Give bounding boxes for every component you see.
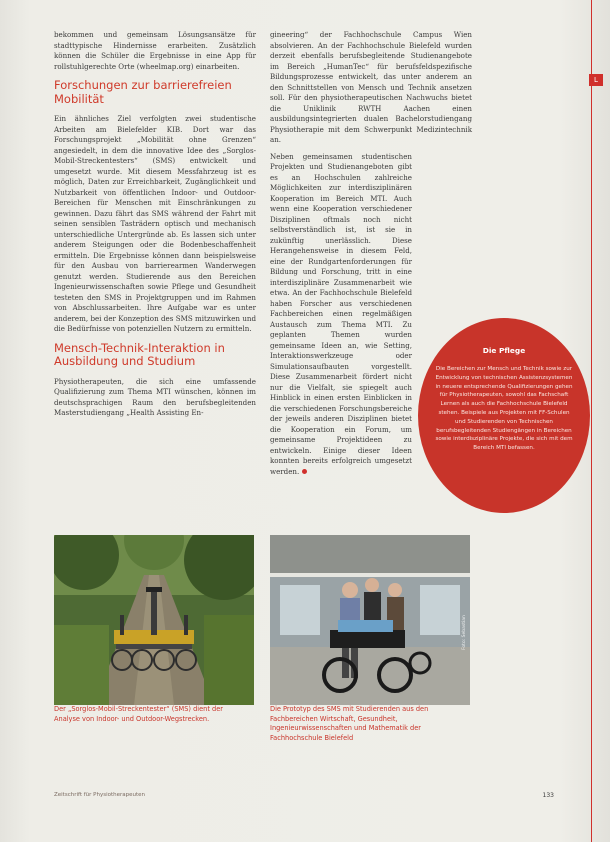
paragraph: Physiotherapeuten, die sich eine umfassende Qualifizierung zum Thema MTI wünschen, können im deutschsprachigen Raum den berufsbegleitenden Masterstudiengang „Health Assisting En-: [54, 376, 256, 417]
info-box-title: Die Pflege: [482, 346, 526, 355]
section-heading: Mensch-Technik-Interaktion in Ausbildung und Studium: [54, 340, 225, 368]
photo-caption: Die Prototyp des SMS mit Studierenden aus den Fachbereichen Wirtschaft, Gesundheit, Ingenieurwissenschaften und Mathematik der Fachhochschule Bielefeld: [270, 705, 429, 742]
photo-credit: Foto: Sebastian: [462, 615, 467, 650]
paragraph: gineering“ der Fachhochschule Campus Wien absolvieren. An der Fachhochschule Bielefeld wurden derzeit ebenfalls berufsbegleitende Studienangebote im Bereich „HumanTec“ für berufsfeldspezifische Bildungsprozesse entwickelt, das unter anderem an den Schnittstellen von Mensch und Technik ansetzen soll. Für den physiotherapeutischen Nachwuchs bietet die Uniklinik RWTH Aachen einen ausbildungsintegrierten dualen Bachelorstudiengang Physiotherapie mit dem Schwerpunkt Medizintechnik an.: [270, 30, 472, 144]
info-box-text: Die Bereichen zur Mensch und Technik sowie zur Entwicklung von technischen Assistenzsystemen in neuere entsprechende Qualifizierungen gehen für Physiotherapeuten, sowohl das Fachschaft Lernen als auch die Fachhochschule Bielefeld stehen. Beispiele aus Projekten mit FF-Schulen und Studierenden von Technischen berufsbegleitenden Studiengängen in Bereichen sowie interdisziplinäre Projekte, die sich mit dem Bereich MTI befassen.: [435, 366, 573, 452]
text-column-left: [54, 30, 256, 425]
paragraph: [270, 152, 412, 478]
section-tab: L: [589, 74, 603, 86]
paragraph-text: Neben gemeinsamen studentischen Projekten und Studienangeboten gibt es an Hochschulen zahlreiche Möglichkeiten zur interdisziplinären Kooperation im Bereich MTI. Auch wenn eine Kooperation verschiedener Disziplinen oftmals noch nicht selbstverständlich ist, ist sie in zukünftig unerlässlich. Diese Herangehensweise in diesem Feld, eine der Rundgartenforderungen für Bildung und Forschung, tritt in eine interdisziplinäre Zusammenarbeit wie etwa. An der Fachhochschule Bielefeld haben Forscher aus verschiedenen Fachbereichen einen regelmäßigen Austausch zum Thema MTI. Zu geplanten Themen wurden gemeinsame Ideen an, wie Setting, Interaktionswerkzeuge oder Simulationsaufbauten vorgestellt. Diese Zusammenarbeit fördert nicht nur die Vielfalt, sie spiegelt auch Hinblick in einen ersten Einblicken in die verschiedenen Forschungsbereiche der jeweils anderen Disziplinen bietet die Kooperation ein Forum, um gemeinsame Projektideen zu entwickeln. Einige dieser Ideen konnten bereits erfolgreich umgesetzt werden.: [270, 151, 412, 476]
info-box-circle: [418, 318, 590, 513]
photo-caption: Der „Sorglos-Mobil-Streckentester“ (SMS) dient der Analyse von Indoor- und Outdoor-Wegstrecken.: [54, 705, 223, 723]
photo-forest-path: [54, 535, 254, 705]
section-heading: Forschungen zur barrierefreien Mobilität: [54, 78, 232, 106]
page-footer: [54, 792, 554, 804]
paragraph: Ein ähnliches Ziel verfolgten zwei studentische Arbeiten am Bielefelder KIB. Dort war das Forschungsprojekt „Mobilität ohne Grenzen“ angesiedelt, in dem die innovative Idee des „Sorglos-Mobil-Streckentesters“ (SMS) entwickelt und umgesetzt wurde. Mit diesem Messfahrzeug ist es möglich, Daten zur Erreichbarkeit, Zugänglichkeit und Nutzbarkeit von öffentlichen Indoor- und Outdoor-Bereichen für Menschen mit Einschränkungen zu gewinnen. Dazu fährt das SMS während der Fahrt mit seinen sensiblen Tasträdern optisch und mechanisch unterschiedliche Untergründe ab. Es lassen sich unter anderem Steigungen oder die Bodenbeschaffenheit ermitteln. Die Ergebnisse können dann beispielsweise für den Ausbau von barrierearmen Wanderwegen genutzt werden. Studierende aus den Bereichen Ingenieurwissenschaften sowie Pflege und Gesundheit testeten den SMS in Projektgruppen und im Rahmen von Abschlussarbeiten. Ihre Aufgabe war es unter anderem, bei der Konzeption des SMS mitzuwirken und die Bedürfnisse von potenziellen Nutzern zu ermitteln.: [54, 114, 256, 333]
footer-journal: Zeitschrift für Physiotherapeuten: [54, 792, 146, 798]
page-edge-rule: [591, 0, 592, 842]
photo-researchers-prototype: [270, 535, 470, 705]
page-number: 133: [542, 792, 554, 799]
paragraph: bekommen und gemeinsam Lösungsansätze für stadttypische Hindernisse erarbeiten. Zusätzlich können die Schüler die Ergebnisse in eine App für rollstuhlgerechte Orte (wheelmap.org) einarbeiten.: [54, 30, 256, 71]
end-mark-icon: [302, 469, 307, 474]
